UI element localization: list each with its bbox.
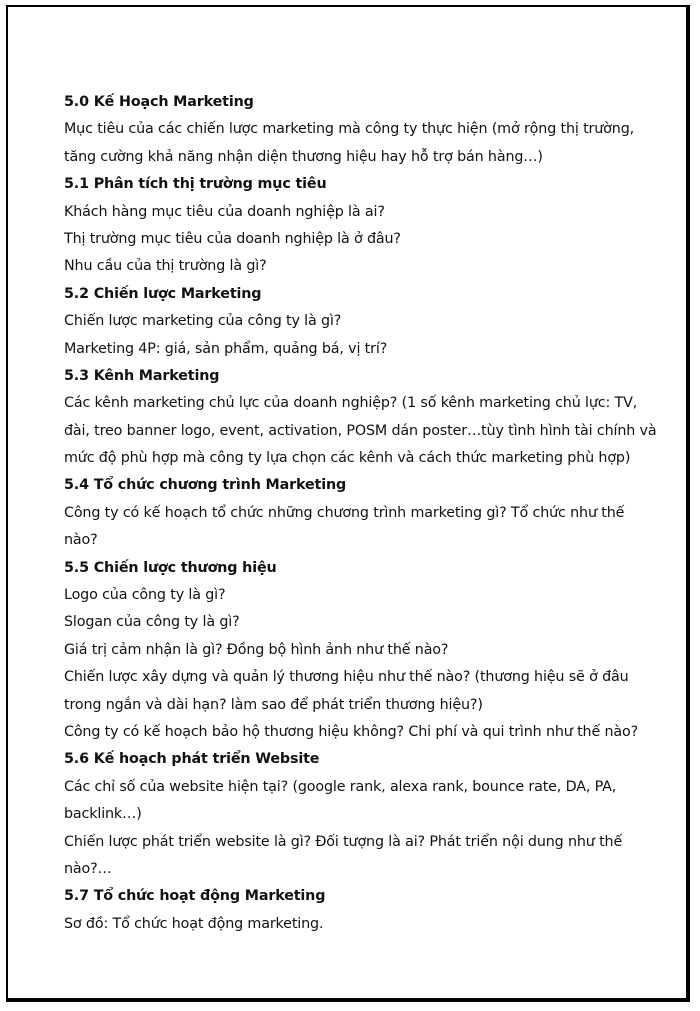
body-text-line: Giá trị cảm nhận là gì? Đồng bộ hình ảnh như thế nào? — [64, 641, 449, 658]
body-text-line: Thị trường mục tiêu của doanh nghiệp là ở đâu? — [64, 230, 401, 247]
section-heading: 5.1 Phân tích thị trường mục tiêu — [64, 176, 327, 193]
section-heading: 5.5 Chiến lược thương hiệu — [64, 559, 277, 576]
body-text-line: Nhu cầu của thị trường là gì? — [64, 258, 267, 275]
body-text-line: Sơ đồ: Tổ chức hoạt động marketing. — [64, 915, 324, 932]
section-heading: 5.3 Kênh Marketing — [64, 367, 220, 384]
body-text-line: nào? — [64, 532, 98, 549]
body-text-line: Các kênh marketing chủ lực của doanh nghiệp? (1 số kênh marketing chủ lực: TV, — [64, 395, 638, 412]
body-text-line: Chiến lược xây dựng và quản lý thương hiệu như thế nào? (thương hiệu sẽ ở đâu — [64, 669, 629, 686]
body-text-line: mức độ phù hợp mà công ty lựa chọn các kênh và cách thức marketing phù hợp) — [64, 450, 631, 467]
section-heading: 5.0 Kế Hoạch Marketing — [64, 94, 254, 110]
body-text-line: Mục tiêu của các chiến lược marketing mà công ty thực hiện (mở rộng thị trường, — [64, 121, 635, 138]
body-text-line: nào?… — [64, 860, 112, 877]
section-heading: 5.6 Kế hoạch phát triển Website — [64, 751, 320, 768]
body-text-line: Slogan của công ty là gì? — [64, 614, 240, 631]
body-text-line: Các chỉ số của website hiện tại? (google rank, alexa rank, bounce rate, DA, PA, — [64, 778, 617, 795]
body-text-line: Công ty có kế hoạch tổ chức những chương trình marketing gì? Tổ chức như thế — [64, 504, 625, 521]
body-text-line: backlink…) — [64, 806, 142, 823]
body-text-line: tăng cường khả năng nhận diện thương hiệu hay hỗ trợ bán hàng…) — [64, 148, 543, 165]
body-text-line: Khách hàng mục tiêu của doanh nghiệp là ai? — [64, 203, 385, 220]
body-text-line: Chiến lược marketing của công ty là gì? — [64, 313, 342, 330]
section-heading: 5.7 Tổ chức hoạt động Marketing — [64, 888, 326, 905]
section-heading: 5.2 Chiến lược Marketing — [64, 285, 262, 302]
document-body — [64, 89, 657, 938]
body-text-line: đài, treo banner logo, event, activation, POSM dán poster…tùy tình hình tài chính và — [64, 422, 657, 439]
body-text-line: Marketing 4P: giá, sản phẩm, quảng bá, vị trí? — [64, 340, 388, 357]
body-text-line: Chiến lược phát triển website là gì? Đối tượng là ai? Phát triển nội dung như thế — [64, 833, 623, 850]
body-text-line: trong ngắn và dài hạn? làm sao để phát triển thương hiệu?) — [64, 696, 483, 713]
body-text-line: Công ty có kế hoạch bảo hộ thương hiệu không? Chi phí và qui trình như thế nào? — [64, 723, 639, 740]
section-heading: 5.4 Tổ chức chương trình Marketing — [64, 477, 347, 494]
body-text-line: Logo của công ty là gì? — [64, 587, 226, 604]
